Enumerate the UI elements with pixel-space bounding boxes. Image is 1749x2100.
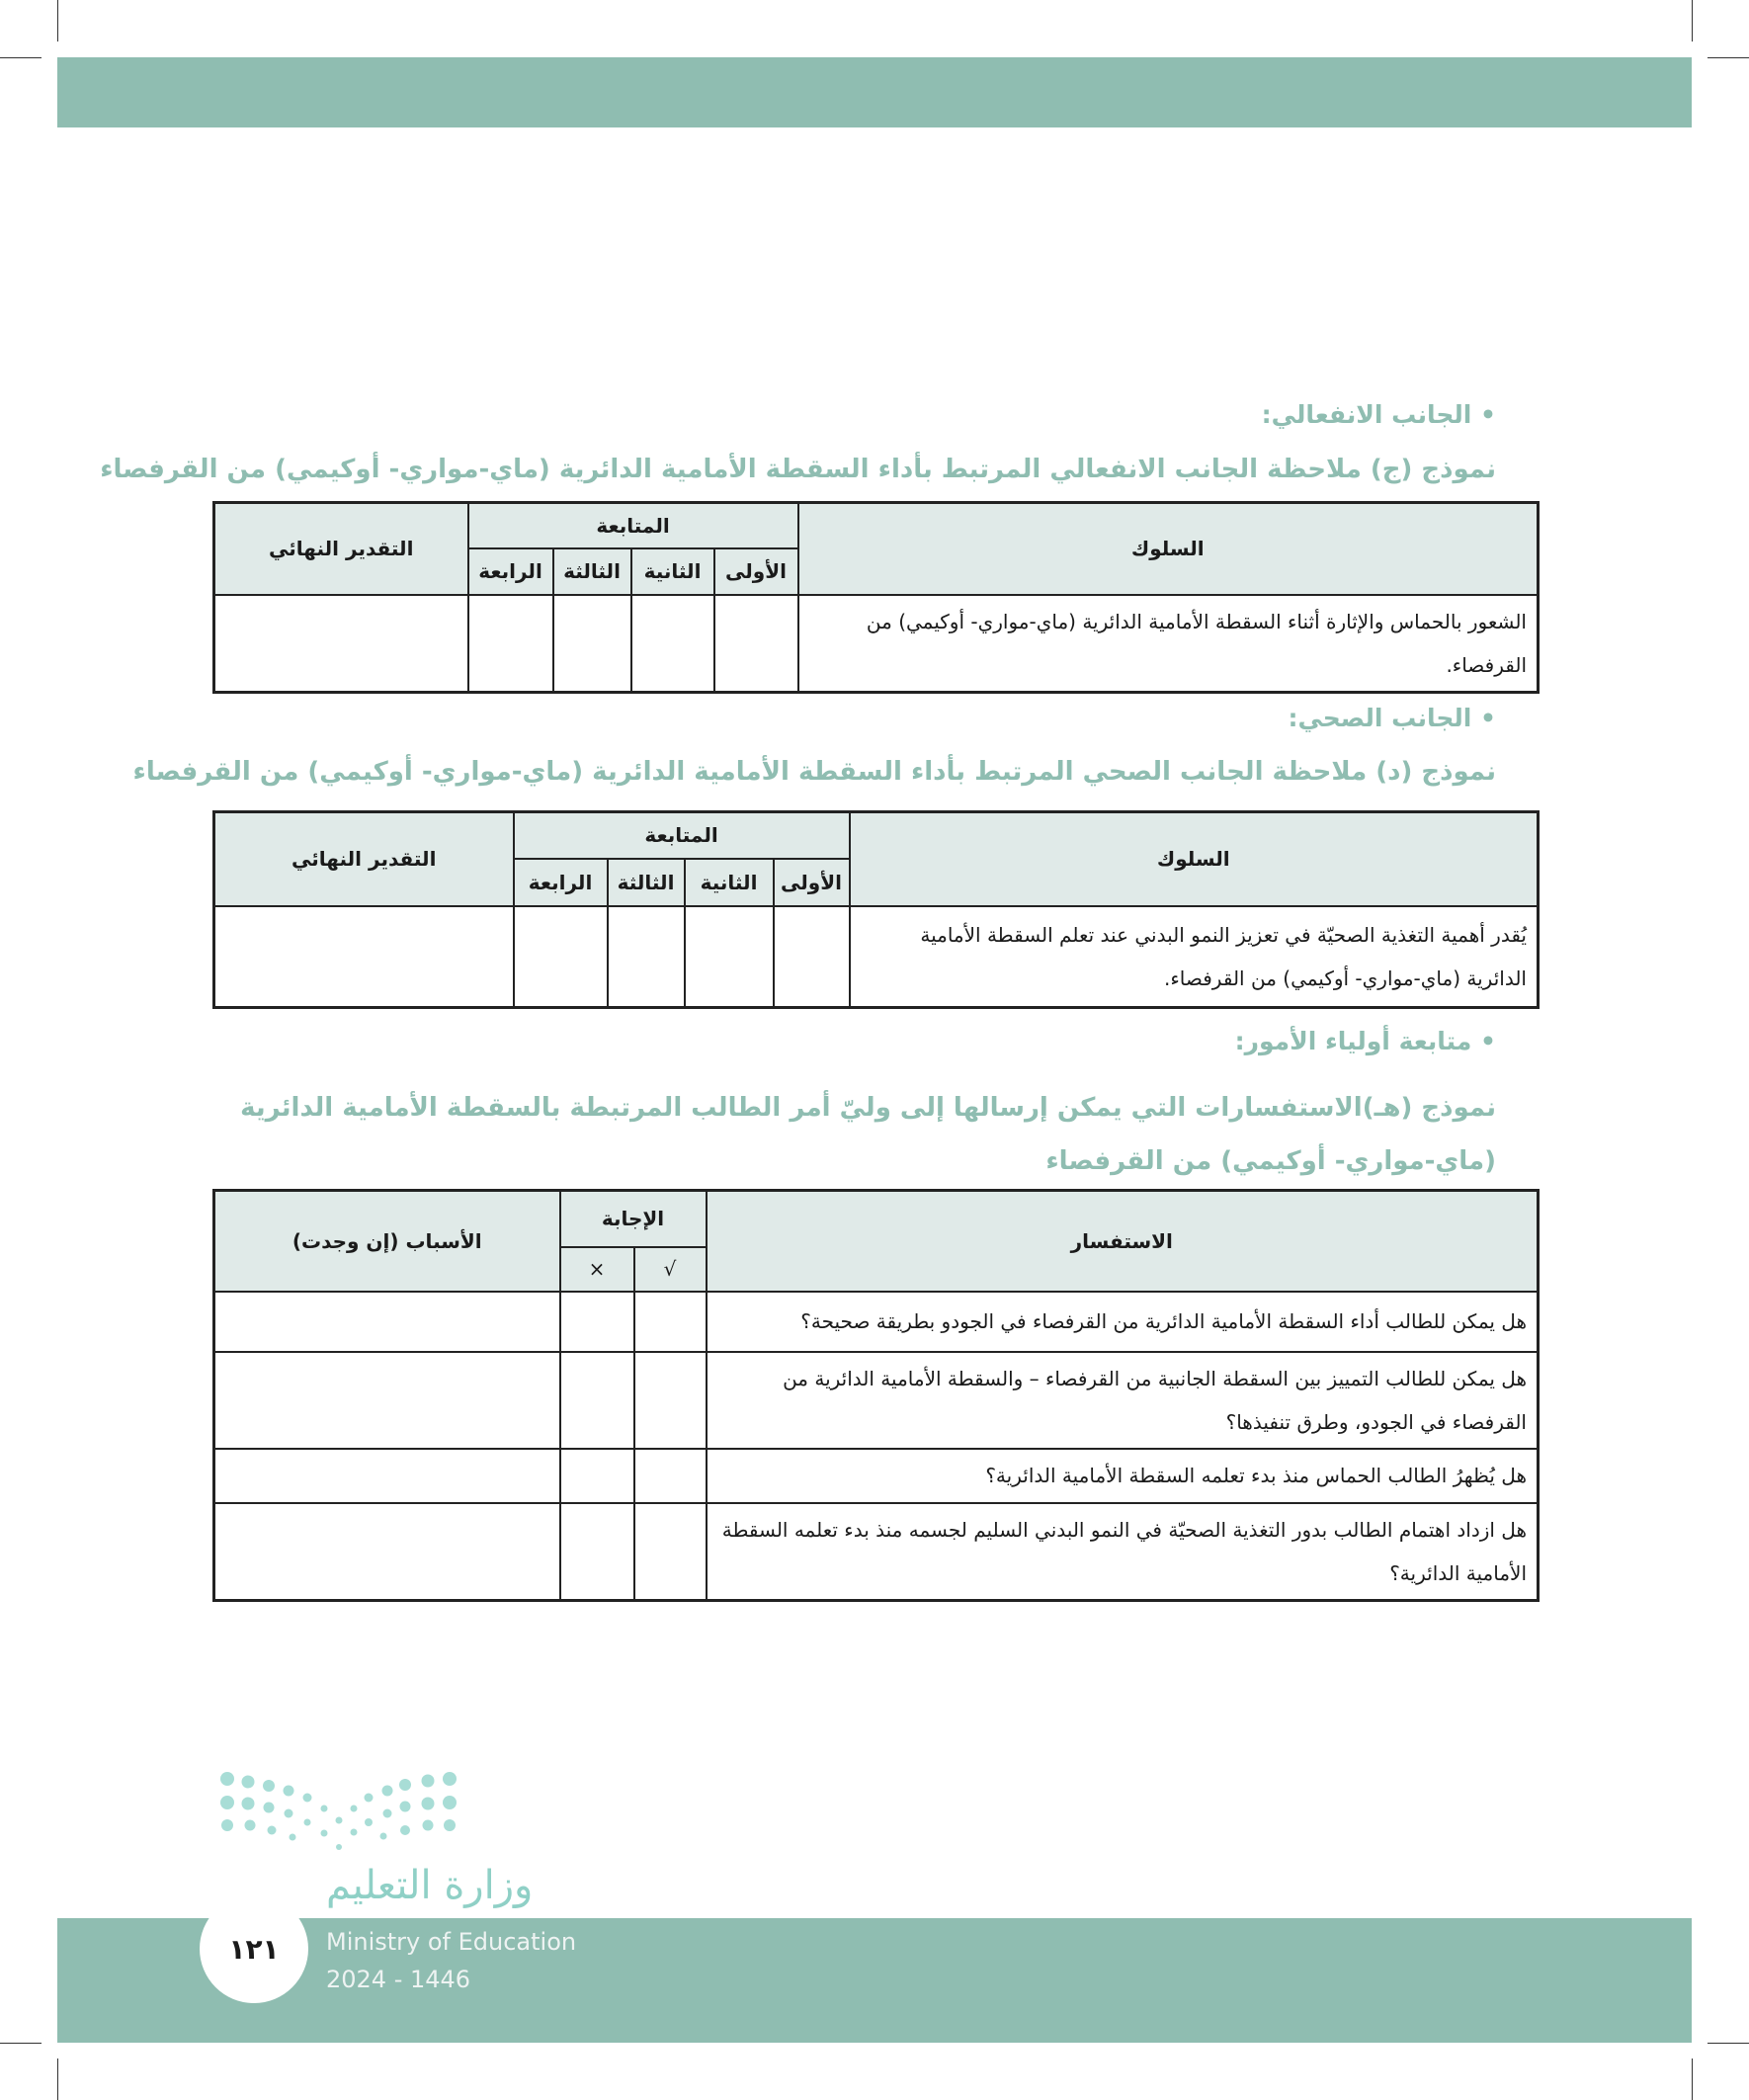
crop-mark xyxy=(1692,0,1693,42)
table-row xyxy=(214,1292,1539,1352)
header-reasons: الأسباب (إن وجدت) xyxy=(214,1191,560,1292)
section-heading-parents: • متابعة أولياء الأمور: xyxy=(1234,1027,1496,1055)
header-first: الأولى xyxy=(714,548,798,595)
entry-cell[interactable] xyxy=(631,595,714,693)
page-number: ١٢١ xyxy=(200,1894,308,2003)
inquiry-cell: هل يمكن للطالب أداء السقطة الأمامية الدائرية من القرفصاء في الجودو بطريقة صحيحة؟ xyxy=(707,1292,1539,1352)
header-fourth: الرابعة xyxy=(468,548,553,595)
header-behavior: السلوك xyxy=(798,503,1539,595)
no-cell[interactable] xyxy=(560,1352,634,1449)
header-final: التقدير النهائي xyxy=(214,503,468,595)
ministry-logo-arabic: وزارة التعليم xyxy=(326,1863,534,1908)
yes-cell[interactable] xyxy=(634,1352,707,1449)
header-yes: √ xyxy=(634,1247,707,1292)
inquiry-cell: هل يمكن للطالب التمييز بين السقطة الجانبية من القرفصاء – والسقطة الأمامية الدائرية من القرفصاء في الجودو، وطرق تنفيذها؟ xyxy=(707,1352,1539,1449)
final-cell[interactable] xyxy=(214,595,468,693)
section-heading-emotional: • الجانب الانفعالي: xyxy=(1261,400,1496,429)
table-row xyxy=(214,1503,1539,1601)
header-followup: المتابعة xyxy=(514,812,850,859)
behavior-cell: يُقدر أهمية التغذية الصحيّة في تعزيز النمو البدني عند تعلم السقطة الأمامية الدائرية (ماي-مواري- أوكيمي) من القرفصاء. xyxy=(850,906,1539,1008)
entry-cell[interactable] xyxy=(774,906,850,1008)
crop-mark xyxy=(0,57,42,58)
yes-cell[interactable] xyxy=(634,1292,707,1352)
reasons-cell[interactable] xyxy=(214,1503,560,1601)
final-cell[interactable] xyxy=(214,906,514,1008)
entry-cell[interactable] xyxy=(714,595,798,693)
reasons-cell[interactable] xyxy=(214,1449,560,1503)
emotional-table xyxy=(212,501,1540,694)
top-band xyxy=(57,57,1692,127)
table-row xyxy=(214,906,1539,1008)
header-second: الثانية xyxy=(631,548,714,595)
table-row xyxy=(214,1449,1539,1503)
header-third: الثالثة xyxy=(608,859,685,906)
health-table xyxy=(212,810,1540,1009)
no-cell[interactable] xyxy=(560,1292,634,1352)
parents-table xyxy=(212,1189,1540,1602)
entry-cell[interactable] xyxy=(608,906,685,1008)
no-cell[interactable] xyxy=(560,1503,634,1601)
crop-mark xyxy=(1707,57,1749,58)
crop-mark xyxy=(1707,2043,1749,2044)
ministry-logo-english: Ministry of Education xyxy=(326,1928,577,1956)
section-heading-health: • الجانب الصحي: xyxy=(1288,704,1496,732)
header-third: الثالثة xyxy=(553,548,631,595)
crop-mark xyxy=(0,2043,42,2044)
yes-cell[interactable] xyxy=(634,1503,707,1601)
form-title-d: نموذج (د) ملاحظة الجانب الصحي المرتبط بأداء السقطة الأمامية الدائرية (ماي-مواري- أوكيمي) من القرفصاء xyxy=(132,757,1496,787)
behavior-cell: الشعور بالحماس والإثارة أثناء السقطة الأمامية الدائرية (ماي-مواري- أوكيمي) من القرفصاء. xyxy=(798,595,1539,693)
crop-mark xyxy=(57,0,58,42)
entry-cell[interactable] xyxy=(514,906,608,1008)
inquiry-cell: هل ازداد اهتمام الطالب بدور التغذية الصحيّة في النمو البدني السليم لجسمه منذ بدء تعلمه السقطة الأمامية الدائرية؟ xyxy=(707,1503,1539,1601)
header-fourth: الرابعة xyxy=(514,859,608,906)
table-row xyxy=(214,595,1539,693)
reasons-cell[interactable] xyxy=(214,1292,560,1352)
entry-cell[interactable] xyxy=(685,906,774,1008)
entry-cell[interactable] xyxy=(468,595,553,693)
entry-cell[interactable] xyxy=(553,595,631,693)
form-title-e: نموذج (هـ)الاستفسارات التي يمكن إرسالها إلى وليّ أمر الطالب المرتبطة بالسقطة الأمامية الدائرية (ماي-مواري- أوكيمي) من القرفصاء xyxy=(240,1093,1496,1176)
header-first: الأولى xyxy=(774,859,850,906)
reasons-cell[interactable] xyxy=(214,1352,560,1449)
table-row xyxy=(214,1352,1539,1449)
yes-cell[interactable] xyxy=(634,1449,707,1503)
form-title-c: نموذج (ج) ملاحظة الجانب الانفعالي المرتبط بأداء السقطة الأمامية الدائرية (ماي-مواري- أوكيمي) من القرفصاء xyxy=(100,455,1496,484)
ministry-logo-year: 2024 - 1446 xyxy=(326,1966,471,1993)
header-behavior: السلوك xyxy=(850,812,1539,906)
crop-mark xyxy=(1692,2058,1693,2100)
inquiry-cell: هل يُظهرُ الطالب الحماس منذ بدء تعلمه السقطة الأمامية الدائرية؟ xyxy=(707,1449,1539,1503)
header-answer: الإجابة xyxy=(560,1191,707,1247)
crop-mark xyxy=(57,2058,58,2100)
no-cell[interactable] xyxy=(560,1449,634,1503)
header-second: الثانية xyxy=(685,859,774,906)
header-no: × xyxy=(560,1247,634,1292)
header-final: التقدير النهائي xyxy=(214,812,514,906)
header-followup: المتابعة xyxy=(468,503,798,548)
header-inquiry: الاستفسار xyxy=(707,1191,1539,1292)
ministry-logo-dots-icon xyxy=(217,1771,464,1860)
